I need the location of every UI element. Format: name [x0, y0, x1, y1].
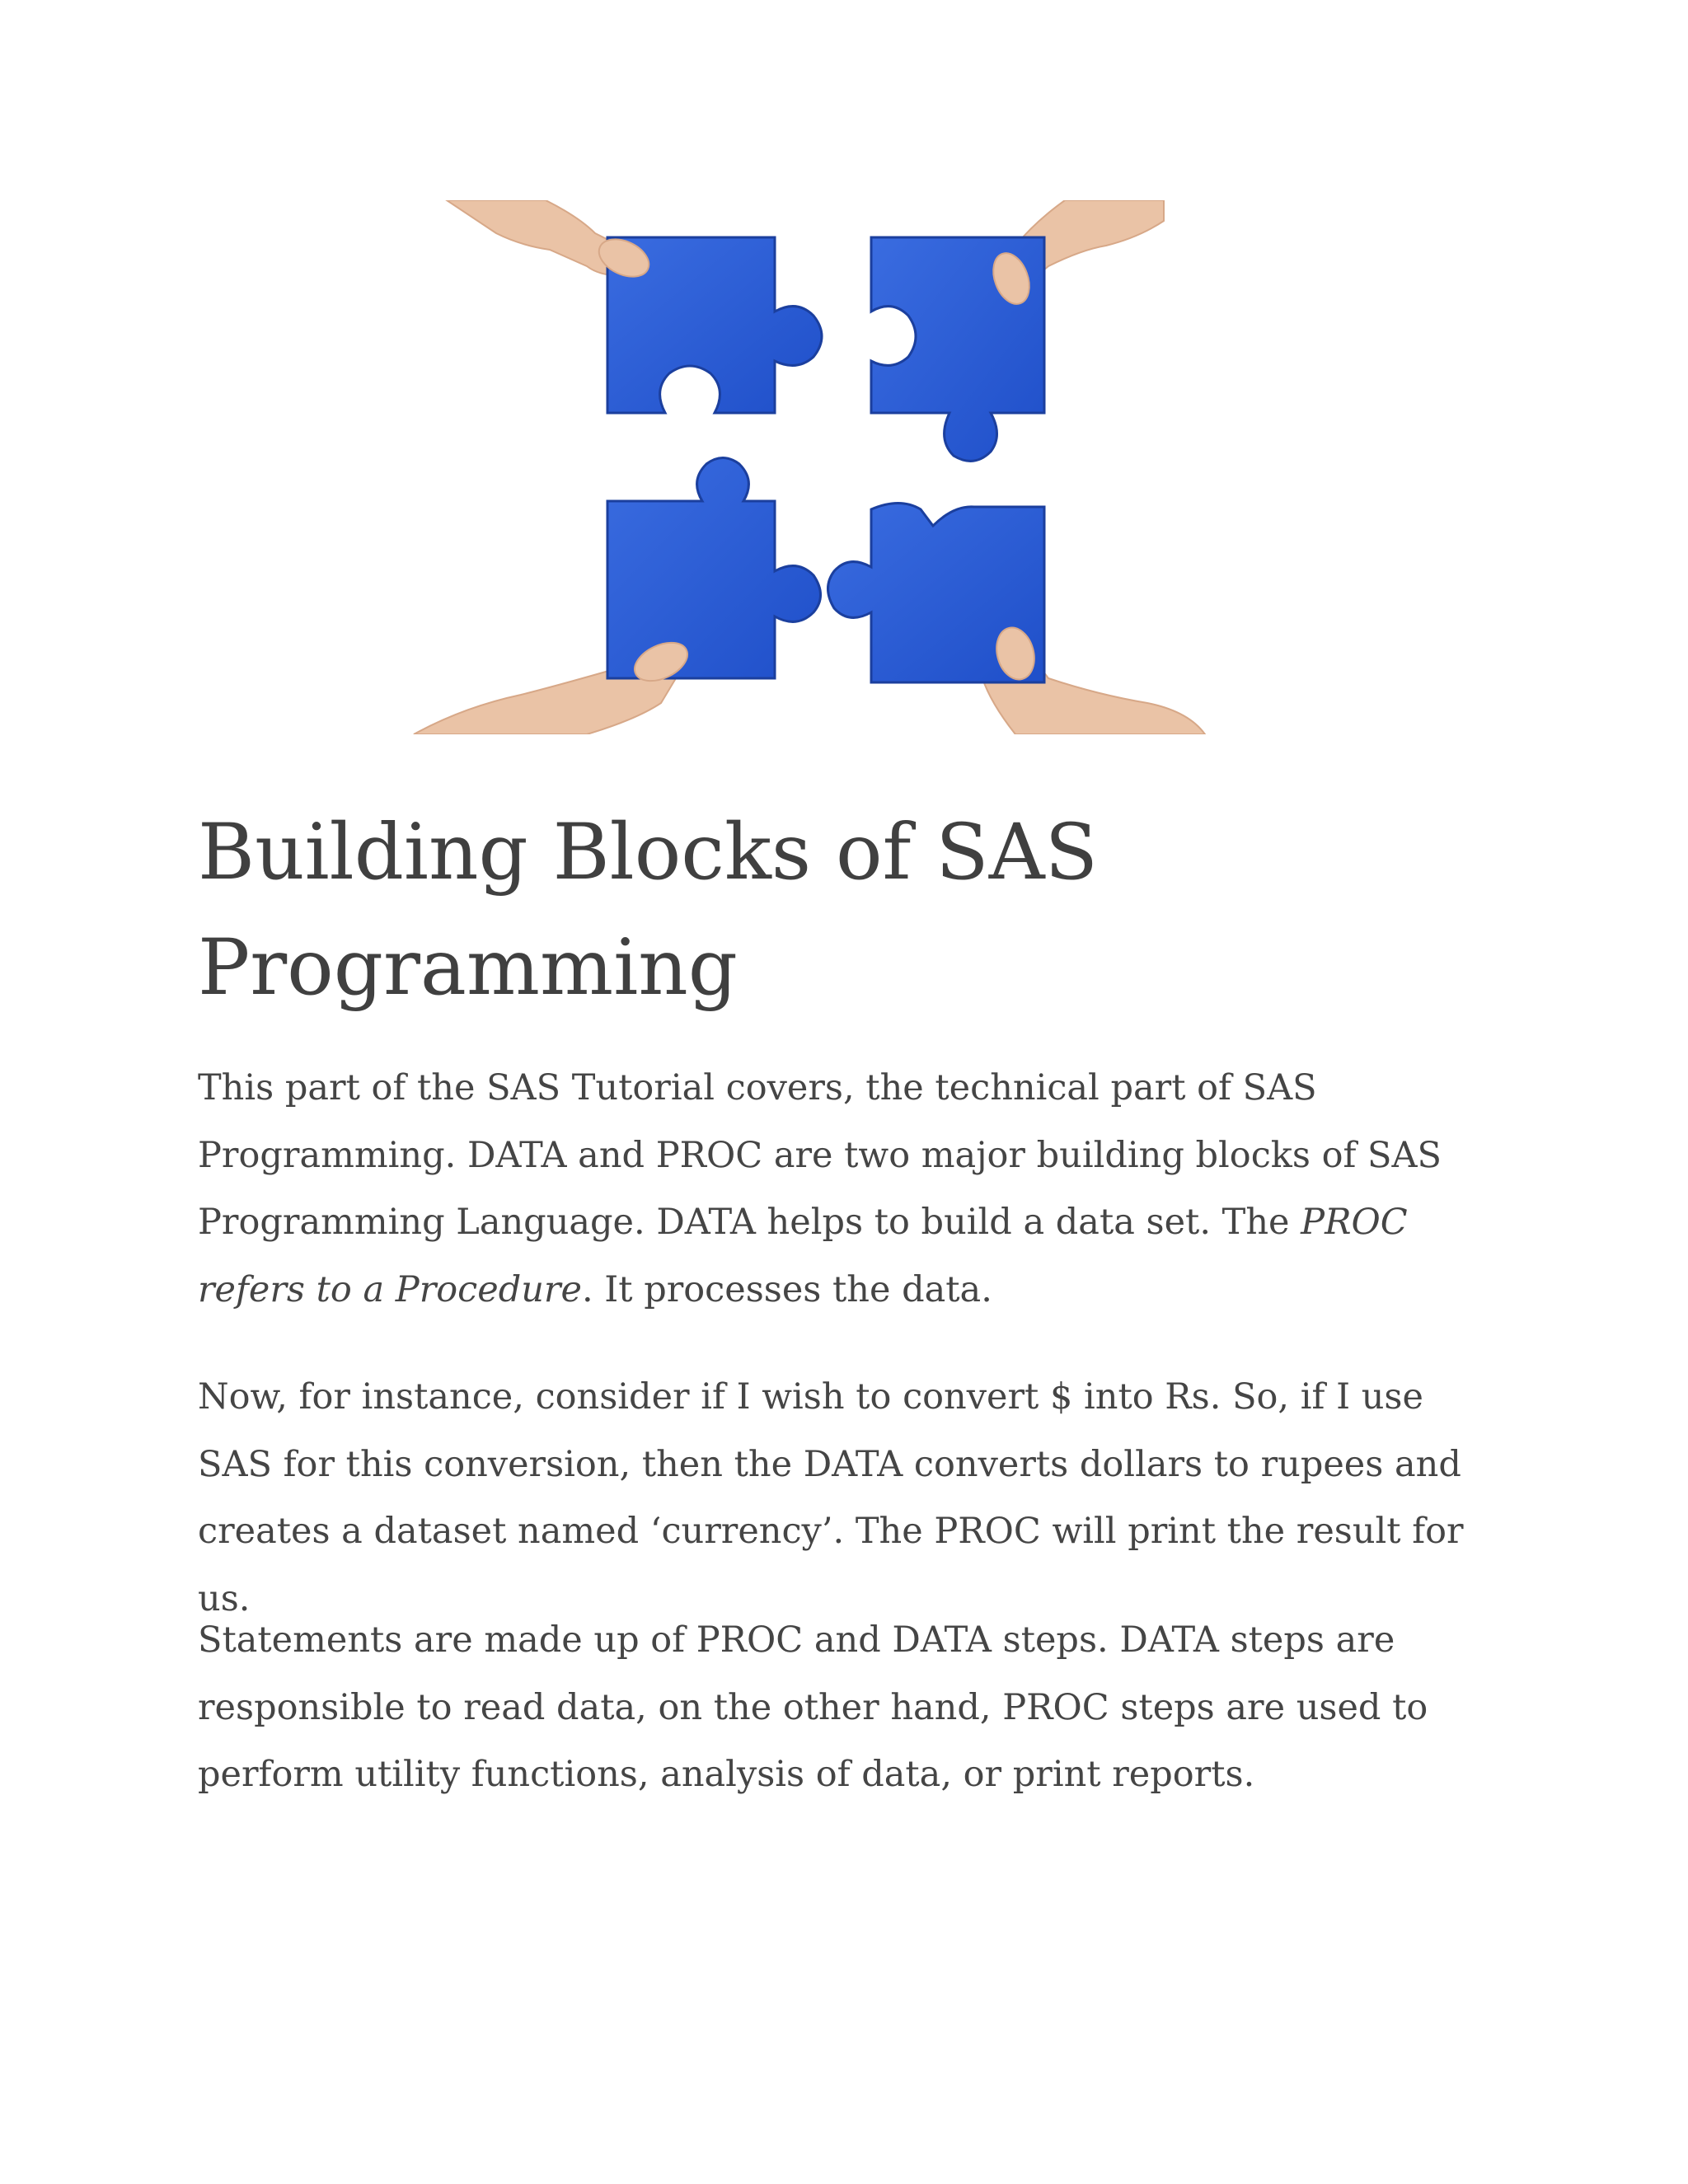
page-title: Building Blocks of SAS Programming: [198, 808, 1098, 1013]
paragraph-example: Now, for instance, consider if I wish to convert $ into Rs. So, if I use SAS for this conversion, then the DATA converts dollars to rupees and creates a dataset named ‘currency’. The PROC will print the result for us.: [198, 1376, 1464, 1619]
puzzle-pieces-icon: [340, 200, 1329, 734]
paragraph-intro-text: This part of the SAS Tutorial covers, the technical part of SAS Programming. DATA and PROC are two major building blocks of SAS Programming Language. DATA helps to build a data set. The: [198, 1067, 1442, 1243]
hero-image: [340, 200, 1329, 734]
paragraph-intro: [198, 1055, 1484, 1324]
paragraph-statements: Statements are made up of PROC and DATA steps. DATA steps are responsible to read data, on the other hand, PROC steps are used to perform utility functions, analysis of data, or print reports.: [198, 1619, 1428, 1795]
proc-definition-emphasis: PROC refers to a Procedure: [198, 1202, 1408, 1310]
paragraph-intro-end: . It processes the data.: [581, 1268, 992, 1310]
puzzle-piece-bottom-left: [607, 458, 821, 679]
